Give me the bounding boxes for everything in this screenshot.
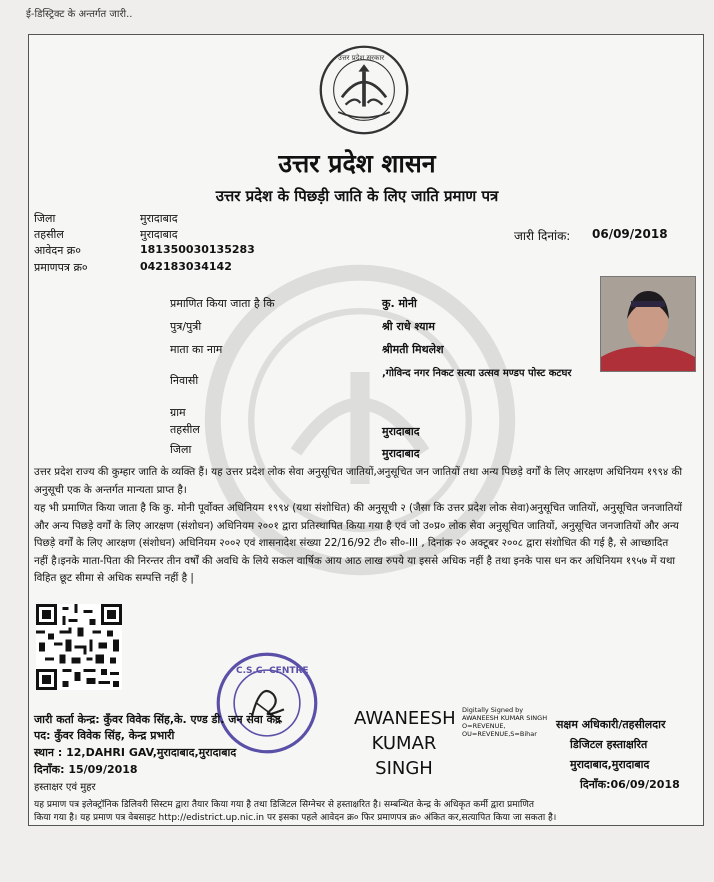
footer-line-1: यह प्रमाण पत्र इलेक्ट्रॉनिक डिलिवरी सिस्टम द्वारा तैयार किया गया है तथा डिजिटल सिग्नेचर से हस्ताक्षरित है। सम्बन्धित केन्द्र के अधिकृत कर्मी द्वारा प्रमाणित bbox=[34, 800, 534, 810]
certificate-subtitle: उत्तर प्रदेश के पिछड़ी जाति के लिए जाति प्रमाण पत्र bbox=[215, 187, 499, 205]
seal-text: C.S.C. CENTRE bbox=[236, 666, 309, 676]
detail-label-child-of: पुत्र/पुत्री bbox=[170, 320, 202, 333]
signature-name: AWANEESH KUMAR SINGH bbox=[354, 708, 456, 779]
meta-label-tehsil: तहसील bbox=[34, 228, 64, 241]
meta-value-application: 181350030135283 bbox=[140, 243, 255, 256]
header-note: ई-डिस्ट्रिक्ट के अन्तर्गत जारी.. bbox=[26, 9, 133, 20]
emblem-text: उत्तर प्रदेश सरकार bbox=[338, 54, 385, 62]
detail-value-father: श्री राधे श्याम bbox=[382, 320, 435, 333]
detail-label-tehsil: तहसील bbox=[170, 423, 200, 436]
detail-value-tehsil: मुरादाबाद bbox=[382, 425, 420, 438]
detail-label-village: ग्राम bbox=[170, 406, 186, 419]
caste-paragraph: उत्तर प्रदेश राज्य की कुम्हार जाति के व्यक्ति हैं। यह उत्तर प्रदेश लोक सेवा अनुसूचित जातियों,अनुसूचित जन जातियों तथा अन्य पिछड़े वर्गों के लिए आरक्षण अधिनियम १९९४ की अनुसूची एक के अन्तर्गत मान्यता प्राप्त है। bbox=[34, 466, 683, 496]
applicant-photo bbox=[600, 276, 696, 372]
authority-digital: डिजिटल हस्ताक्षरित bbox=[570, 738, 648, 751]
footer-line-2: किया गया है। यह प्रमाण पत्र वेबसाइट http://edistrict.up.nic.in पर इसका पहले आवेदन क्र० फिर प्रमाणपत्र क्र० अंकित कर,सत्यापित किया जा सकता है। bbox=[34, 813, 557, 823]
issuer-post: पद: कुँवर विवेक सिंह, केन्द्र प्रभारी bbox=[34, 729, 175, 742]
detail-label-resident: निवासी bbox=[170, 374, 199, 387]
issuer-place: स्थान : 12,DAHRI GAV,मुरादाबाद,मुरादाबाद bbox=[34, 746, 237, 759]
certification-paragraph: यह भी प्रमाणित किया जाता है कि कु. मोनी पूर्वोक्त अधिनियम १९९४ (यथा संशोधित) की अनुसूची २ (जैसा कि उत्तर प्रदेश लोक सेवा)अनुसूचित जातियों, अनुसूचित जनजातियों और अन्य पिछड़े वर्गों के लिए आरक्षण (संशोधन) अधिनियम २००१ द्वारा प्रतिस्थापित किया गया है एवं जो उ०प्र० लोक सेवा अनुसूचित जातियों, अनुसूचित जनजातियों और अन्य पिछड़े वर्गों के लिए आरक्षण (संशोधन) अधिनियम २००२ एवं शासनादेश संख्या 22/16/92 टी० सी०-III , दिनांक २० अक्टूबर २००८ द्वारा संशोधित की गई है, से आच्छादित नहीं है।इनके माता-पिता की निरन्तर तीन वर्षों की अवधि के लिये सकल वार्षिक आय आठ लाख रुपये या इससे अधिक नहीं है तथा इनके पास धन कर अधिनियम १९५७ में यथा विहित छूट सीमा से अधिक सम्पत्ति नहीं है | bbox=[34, 502, 683, 584]
detail-value-name: कु. मोनी bbox=[382, 297, 417, 310]
page-title: उत्तर प्रदेश शासन bbox=[278, 149, 436, 178]
meta-label-district: जिला bbox=[34, 212, 56, 225]
detail-label-certified: प्रमाणित किया जाता है कि bbox=[170, 297, 275, 310]
authority-place: मुरादाबाद,मुरादाबाद bbox=[570, 758, 650, 771]
authority-date: दिनाँक:06/09/2018 bbox=[580, 778, 680, 791]
qr-code-icon bbox=[36, 604, 122, 690]
detail-label-district: जिला bbox=[170, 443, 192, 456]
meta-label-application: आवेदन क्र० bbox=[34, 244, 81, 257]
meta-value-tehsil: मुरादाबाद bbox=[140, 228, 178, 241]
detail-value-district: मुरादाबाद bbox=[382, 447, 420, 460]
authority-title: सक्षम अधिकारी/तहसीलदार bbox=[556, 718, 666, 731]
issue-date-value: 06/09/2018 bbox=[592, 227, 668, 241]
meta-label-certificate: प्रमाणपत्र क्र० bbox=[34, 261, 88, 274]
meta-value-certificate: 042183034142 bbox=[140, 260, 232, 273]
issue-date-label: जारी दिनांक: bbox=[514, 229, 571, 243]
issuer-date: दिनाँक: 15/09/2018 bbox=[34, 763, 138, 776]
detail-value-mother: श्रीमती मिथलेश bbox=[382, 343, 444, 356]
issuer-sign-seal: हस्ताक्षर एवं मुहर bbox=[34, 782, 96, 793]
meta-value-district: मुरादाबाद bbox=[140, 212, 178, 225]
issuer-center: जारी कर्ता केन्द्र: कुँवर विवेक सिंह,के. एण्ड डी. जन सेवा केंद्र bbox=[34, 713, 281, 726]
signature-digital-note: Digitally Signed by AWANEESH KUMAR SINGH O=REVENUE, OU=REVENUE,S=Bihar bbox=[462, 706, 548, 738]
detail-label-mother: माता का नाम bbox=[170, 343, 223, 356]
detail-value-address: ,गोविन्द नगर निकट सत्या उत्सव मण्डप पोस्ट कटघर bbox=[382, 368, 572, 379]
